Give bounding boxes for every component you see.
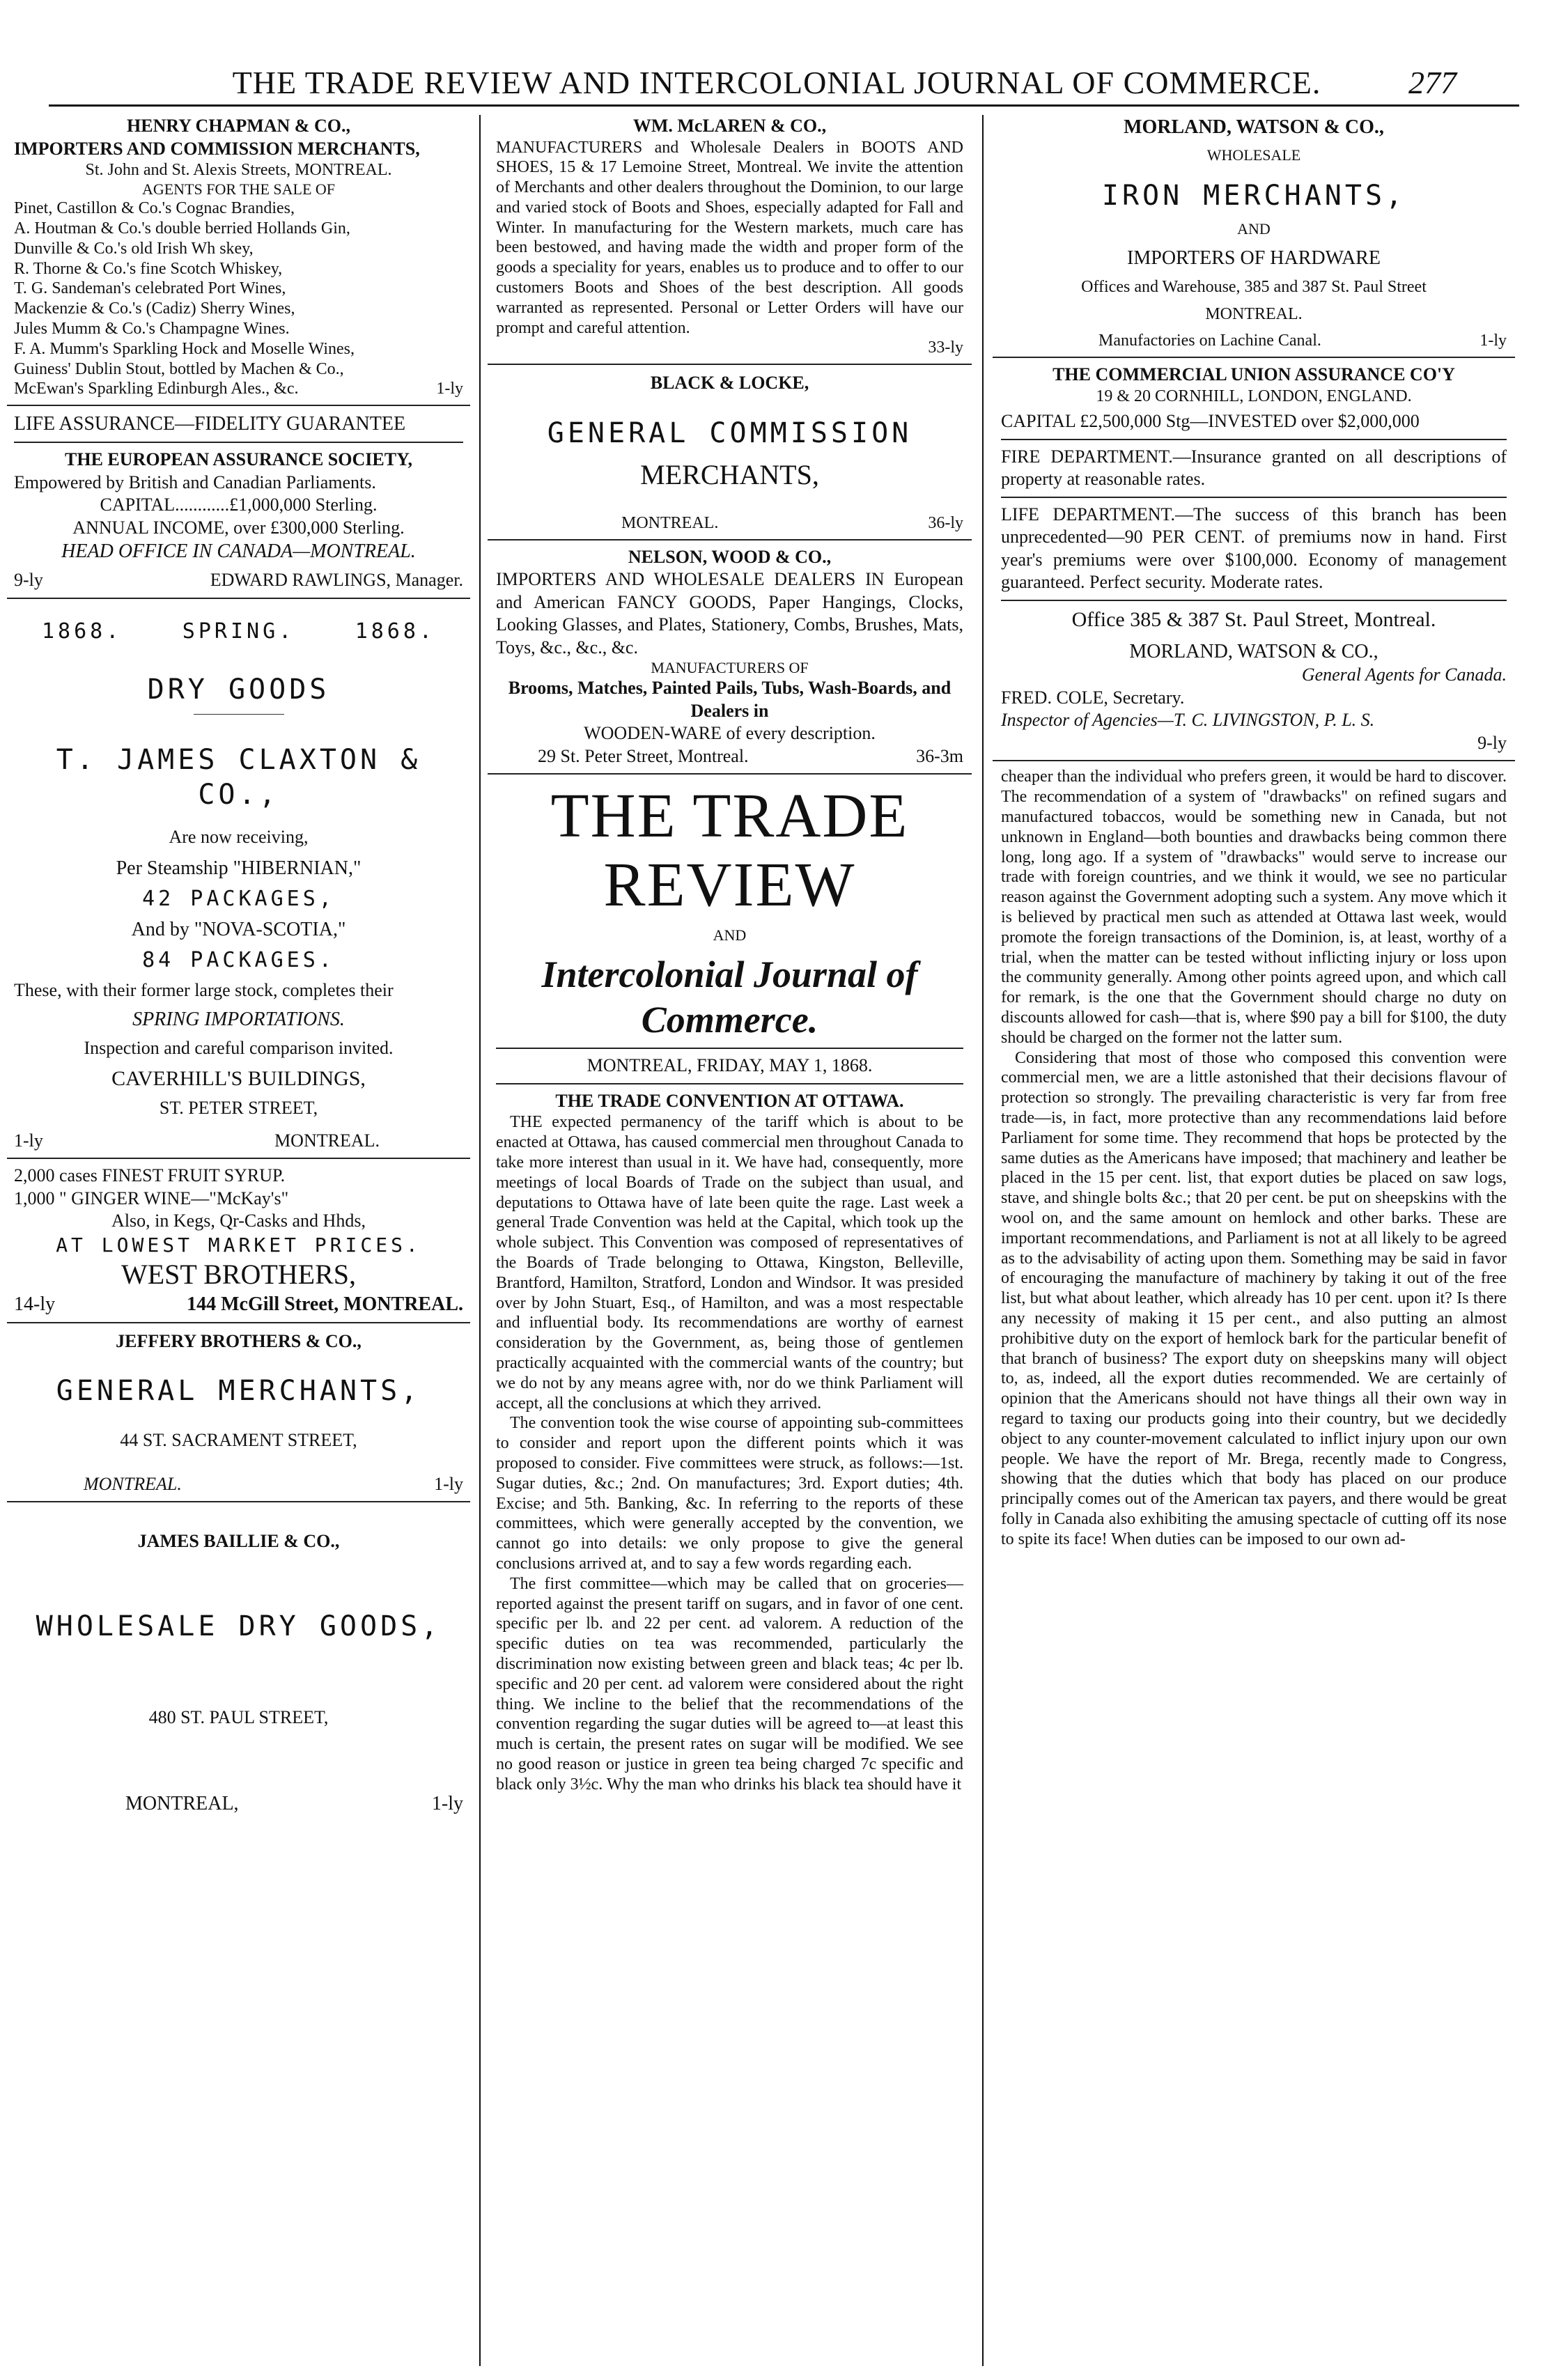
ad-code: 36-ly: [928, 513, 963, 532]
ad-line: General Agents for Canada.: [1301, 664, 1507, 685]
ad-line: MORLAND, WATSON & CO.,: [1129, 641, 1379, 663]
ad-line: And by "NOVA-SCOTIA,": [131, 919, 346, 941]
chapman-ad: [7, 115, 470, 399]
divider: [7, 1158, 470, 1159]
ad-code: 1-ly: [436, 380, 463, 398]
ad-line: Brooms, Matches, Painted Pails, Tubs, Wash-Boards, and Dealers in: [508, 678, 952, 721]
page-number: 277: [1408, 65, 1457, 100]
jeffery-ad: [7, 1330, 470, 1496]
ad-heading: WHOLESALE DRY GOODS,: [36, 1610, 442, 1642]
dateline: MONTREAL, FRIDAY, MAY 1, 1868.: [587, 1055, 873, 1076]
header-rule: [49, 104, 1519, 107]
ad-line: Also, in Kegs, Qr-Casks and Hhds,: [111, 1211, 366, 1231]
divider: [7, 1501, 470, 1502]
ad-city: MONTREAL.: [621, 513, 719, 532]
ad-line: CAPITAL............£1,000,000 Sterling.: [100, 495, 378, 515]
column-2: [488, 115, 972, 2366]
ad-city: MONTREAL.: [274, 1130, 380, 1151]
ad-line: Manufactories on Lachine Canal.: [1098, 332, 1321, 350]
masthead-and: AND: [713, 926, 747, 944]
column-3: [993, 115, 1515, 2366]
list-item: A. Houtman & Co.'s double berried Hollands Gin,: [14, 219, 350, 238]
ad-line: 19 & 20 CORNHILL, LONDON, ENGLAND.: [1096, 387, 1412, 405]
divider: [7, 598, 470, 599]
list-item: Dunville & Co.'s old Irish Wh skey,: [14, 239, 254, 258]
ad-firm-name: JAMES BAILLIE & CO.,: [137, 1531, 340, 1552]
column-1: [7, 115, 470, 2366]
morland-ad: [993, 115, 1515, 351]
divider: [7, 405, 470, 406]
ad-line: Inspection and careful comparison invited.: [84, 1038, 394, 1059]
column-divider-2: [982, 115, 984, 2366]
ad-code: 33-ly: [928, 339, 963, 357]
ad-heading: GENERAL COMMISSION: [547, 417, 912, 449]
divider: [7, 1322, 470, 1323]
divider: [496, 1083, 963, 1084]
article-heading: THE TRADE CONVENTION AT OTTAWA.: [555, 1090, 904, 1111]
ad-line: Offices and Warehouse, 385 and 387 St. Paul Street: [1081, 277, 1427, 296]
ad-line: FRED. COLE, Secretary.: [1001, 687, 1185, 708]
divider: [993, 357, 1515, 358]
ad-code: 1-ly: [431, 1793, 463, 1815]
list-item: McEwan's Sparkling Edinburgh Ales., &c.: [14, 380, 299, 398]
ad-line: AT LOWEST MARKET PRICES.: [56, 1233, 421, 1257]
ad-line: ST. PETER STREET,: [159, 1098, 318, 1119]
ad-heading: GENERAL MERCHANTS,: [56, 1375, 421, 1408]
divider: [1001, 600, 1507, 601]
ad-line: Inspector of Agencies—T. C. LIVINGSTON, P. L. S.: [1001, 710, 1375, 731]
divider: [488, 773, 972, 775]
ad-firm-name: BLACK & LOCKE,: [650, 373, 809, 394]
ad-code: 14-ly: [14, 1293, 56, 1315]
ad-city: MONTREAL.: [84, 1473, 182, 1494]
column-divider-1: [479, 115, 481, 2366]
ad-line: FINEST FRUIT SYRUP.: [102, 1165, 286, 1186]
ad-line: CAPITAL £2,500,000 Stg—INVESTED over $2,000,000: [1001, 411, 1420, 432]
ad-line: 44 ST. SACRAMENT STREET,: [120, 1430, 357, 1451]
european-ad: [7, 412, 470, 592]
ad-code: 9-ly: [1477, 732, 1507, 753]
ad-line: HEAD OFFICE IN CANADA—MONTREAL.: [61, 540, 416, 563]
ad-city: MONTREAL.: [1205, 304, 1303, 323]
ad-code: 9-ly: [14, 570, 43, 591]
ad-line: IMPORTERS OF HARDWARE: [1127, 247, 1381, 269]
ad-heading: DRY GOODS: [147, 674, 330, 706]
ad-line: 2,000 cases: [14, 1165, 98, 1186]
list-item: Jules Mumm & Co.'s Champagne Wines.: [14, 319, 290, 338]
ad-list: [14, 199, 463, 399]
short-rule: [194, 714, 284, 715]
ad-line: CAVERHILL'S BUILDINGS,: [111, 1066, 366, 1090]
ad-line: WOODEN-WARE of every description.: [584, 723, 876, 744]
ad-firm-name: WEST BROTHERS,: [121, 1258, 357, 1290]
list-item: R. Thorne & Co.'s fine Scotch Whiskey,: [14, 259, 283, 278]
article-paragraph: The convention took the wise course of appointing sub-committees to consider and report upon the different points which it was proposed to consider. Five committees were struck, as follows:—1st. Sugar duties, &c.; 2nd. On manufactures; 3rd. Export duties; 4th. Excise; and 5th. Banking, &c. In referring to the reports of these committees, which were generally accepted by the convention, we cannot go into details: we only propose to give the general conclusions arrived at, and to say a few words regarding each.: [496, 1414, 963, 1573]
ad-firm-name: NELSON, WOOD & CO.,: [628, 546, 832, 567]
ad-firm-name: MORLAND, WATSON & CO.,: [1124, 116, 1384, 138]
ad-address: 144 McGill Street, MONTREAL.: [187, 1293, 463, 1315]
ad-year: 1868.: [355, 619, 435, 644]
list-item: T. G. Sandeman's celebrated Port Wines,: [14, 279, 286, 298]
ad-line: 42 PACKAGES,: [142, 886, 335, 911]
ad-line: Empowered by British and Canadian Parliaments.: [14, 472, 376, 492]
ad-line: IMPORTERS AND COMMISSION MERCHANTS,: [14, 138, 420, 159]
ad-line: ANNUAL INCOME, over £300,000 Sterling.: [72, 517, 405, 538]
ad-firm-name: HENRY CHAPMAN & CO.,: [127, 116, 350, 136]
ad-year: 1868.: [42, 619, 123, 644]
ad-line: 1,000: [14, 1188, 55, 1208]
ad-firm-name: JEFFERY BROTHERS & CO.,: [116, 1330, 362, 1351]
ad-body: IMPORTERS AND WHOLESALE DEALERS IN European and American FANCY GOODS, Paper Hangings, Clocks, Looking Glasses, and Plates, Stationery, Combs, Brushes, Mats, Toys, &c., &c., &c.: [496, 569, 963, 658]
ad-firm-name: THE COMMERCIAL UNION ASSURANCE CO'Y: [1053, 364, 1455, 385]
ad-body: MANUFACTURERS and Wholesale Dealers in BOOTS AND SHOES, 15 & 17 Lemoine Street, Montreal. We invite the attention of Merchants and other dealers throughout the Dominion, to our large and varied stock of Boots and Shoes, especially adapted for Fall and Winter. In manufacturing for the Western markets, much care has been bestowed, and having made the width and proper form of the goods a speciality for years, enables us to produce and to offer to our customers Boots and Shoes of the best description. All goods warranted as represented. Personal or Letter Orders will have our prompt and careful attention.: [496, 138, 963, 337]
divider: [1001, 497, 1507, 498]
article-paragraph: Considering that most of those who composed this convention were commercial men, we are a little astonished that their decisions flavour of protection so strongly. The prevailing characteristic is very far from free trade—is, in fact, more protective than any recommendations laid before Parliament for some time. They recommend that hops be protected by the same duties as the Americans have imposed; that machinery and leather be placed in the 15 per cent. list, that export duties be placed on saw logs, stave, and shingle bolts &c.; that 20 per cent. be put on sheepskins with the wool on, and the same amount on hemlock and other barks. These are important recommendations, and Parliament is not at all likely to be agreed as to the advisability of acting upon them. Something may be said in favor of encouraging the manufacture of machinery by taking it out of the free list, but what about leather, which already has 10 per cent. upon it? Is there any necessity of making it 15 per cent., and also putting an almost prohibitive duty on the export of hemlock bark for the particular benefit of that branch of business? The export duty on sheepskins many will object to, as, indeed, all the export duties recommended. We are certainly of opinion that the Americans should not have things all their own way in regard to taxing our products going into their country, but we decidedly object to any counter-movement calculated to inflict injury upon our own people. We have the report of Mr. Brega, recently made to Congress, showing that the duties which that body has placed on our produce principally comes out of the American tax payers, and there would be great folly in Canada also exhibiting the amusing spectacle of cutting off its nose to spite its face! When duties can be imposed to our own ad-: [1001, 1048, 1507, 1548]
divider: [993, 760, 1515, 761]
list-item: Guiness' Dublin Stout, bottled by Machen & Co.,: [14, 359, 344, 378]
ad-firm-name: THE EUROPEAN ASSURANCE SOCIETY,: [65, 449, 412, 470]
ad-heading: MERCHANTS,: [640, 458, 819, 490]
article-paragraph: THE expected permanency of the tariff which is about to be enacted at Ottawa, has caused commercial men throughout Canada to take more interest than usual in it. We have had, consequently, more meetings of local Boards of Trade on the subject than usual, and deputations to Ottawa have of late been quite the rage. Last week a general Trade Convention was held at the Capital, which took up the whole subject. This Convention was composed of representatives of the Boards of Trade belonging to Ottawa, Kingston, Belleville, Brantford, Hamilton, Stratford, London and Windsor. It was presided over by John Stuart, Esq., of Hamilton, and was a most respectable and influential body. Its recommendations are worthy of earnest consideration by the Government, as, being those of gentlemen practically acquainted with the commercial wants of the country; but we do not by any means agree with, nor do we think Parliament will accept, all the conclusions at which they arrived.: [496, 1113, 963, 1413]
masthead-block: [488, 781, 972, 1084]
divider: [14, 442, 463, 443]
baillie-ad: [7, 1530, 470, 1816]
ad-manager: EDWARD RAWLINGS, Manager.: [210, 570, 463, 591]
west-ad: [7, 1165, 470, 1316]
ad-line: " GINGER WINE—"McKay's": [59, 1188, 289, 1208]
divider: [496, 1048, 963, 1049]
divider: [1001, 439, 1507, 440]
article-paragraph: The first committee—which may be called that on groceries—reported against the present tariff on sugars, and in favor of one cent. specific per lb. and 22 per cent. ad valorem. A reduction of the specific duties on tea was recommended, particularly the discrimination now existing between green and black teas; 4c per lb. specific and 20 per cent. ad valorem were considered about the right thing. We incline to the belief that the recommendations of the convention regarding the sugar duties will be agreed to—at least this much is certain, the present rates on sugar will be modified. We see no good reason or justice in green tea being charged 7c specific and black only 3½c. Why the man who drinks his black tea should have it: [496, 1574, 963, 1794]
ad-line: MANUFACTURERS OF: [651, 659, 809, 677]
claxton-ad: [7, 605, 470, 1153]
ad-line: AGENTS FOR THE SALE OF: [141, 180, 336, 198]
ad-address: 29 St. Peter Street, Montreal.: [538, 745, 749, 766]
ad-line: Office 385 & 387 St. Paul Street, Montreal.: [1071, 607, 1436, 631]
list-item: F. A. Mumm's Sparkling Hock and Moselle Wines,: [14, 339, 355, 358]
ad-firm-name: T. JAMES CLAXTON & CO.,: [56, 744, 421, 811]
article: [488, 1090, 972, 1795]
article-continued: [993, 767, 1515, 1549]
list-item: Mackenzie & Co.'s (Cadiz) Sherry Wines,: [14, 300, 295, 318]
ad-code: 1-ly: [1480, 332, 1507, 350]
ad-line: 480 ST. PAUL STREET,: [148, 1706, 329, 1727]
list-item: Pinet, Castillon & Co.'s Cognac Brandies,: [14, 199, 295, 218]
ad-firm-name: WM. McLAREN & CO.,: [632, 116, 827, 136]
ad-line: Are now receiving,: [169, 827, 309, 848]
ad-line: 84 PACKAGES.: [142, 948, 335, 973]
black-locke-ad: [488, 372, 972, 533]
mclaren-ad: [488, 115, 972, 358]
ad-line: These, with their former large stock, completes their: [14, 979, 394, 1000]
ad-city: MONTREAL,: [125, 1793, 239, 1815]
masthead-subtitle: Intercolonial Journal of Commerce.: [541, 953, 918, 1041]
ad-line: Per Steamship "HIBERNIAN,": [116, 857, 362, 879]
ad-body: FIRE DEPARTMENT.—Insurance granted on all descriptions of property at reasonable rates.: [1001, 446, 1507, 490]
ad-season: SPRING.: [182, 619, 295, 644]
ad-line: WHOLESALE: [1206, 146, 1301, 164]
ad-code: 1-ly: [14, 1130, 43, 1151]
masthead-title: THE TRADE REVIEW: [550, 781, 909, 920]
divider: [488, 539, 972, 540]
nelson-ad: [488, 546, 972, 768]
ad-heading: LIFE ASSURANCE—FIDELITY GUARANTEE: [14, 413, 406, 435]
ad-line: SPRING IMPORTATIONS.: [132, 1009, 345, 1031]
ad-line: St. John and St. Alexis Streets, MONTREAL.: [85, 161, 392, 179]
ad-code: 36-3m: [916, 745, 963, 766]
ad-code: 1-ly: [434, 1473, 463, 1494]
divider: [488, 364, 972, 365]
running-header: THE TRADE REVIEW AND INTERCOLONIAL JOURNAL OF COMMERCE.: [232, 65, 1321, 100]
ad-line: AND: [1237, 220, 1271, 238]
union-ad: [993, 364, 1515, 754]
ad-body: LIFE DEPARTMENT.—The success of this branch has been unprecedented—90 PER CENT. of premiums now in hand. First year's premiums were over $100,000. Economy of management guaranteed. Perfect security. Moderate rates.: [1001, 504, 1507, 593]
ad-heading: IRON MERCHANTS,: [1101, 180, 1406, 212]
article-paragraph: cheaper than the individual who prefers green, it would be hard to discover. The recommendation of a system of "drawbacks" on refined sugars and manufactured tobaccos, would be something new in Canada, but not unknown in England—both bounties and drawbacks being common there long, long ago. If a system of "drawbacks" would serve to increase our trade with foreign countries, and we think it would, we see no particular reason against the Government adopting such a system. Any move which it is believed by practical men such as attended at Ottawa last week, would promote the foreign transactions of the Dominion, is, at least, worthy of a trial, when the matter can be tested without inflicting injury or loss upon the community generally. Among other points agreed upon, and which call for remark, is the one that the Government should charge no duty on discounts allowed for cash—that is, where $90 pay a bill for $100, the duty should be charged on the former not the latter sum.: [1001, 768, 1507, 1047]
